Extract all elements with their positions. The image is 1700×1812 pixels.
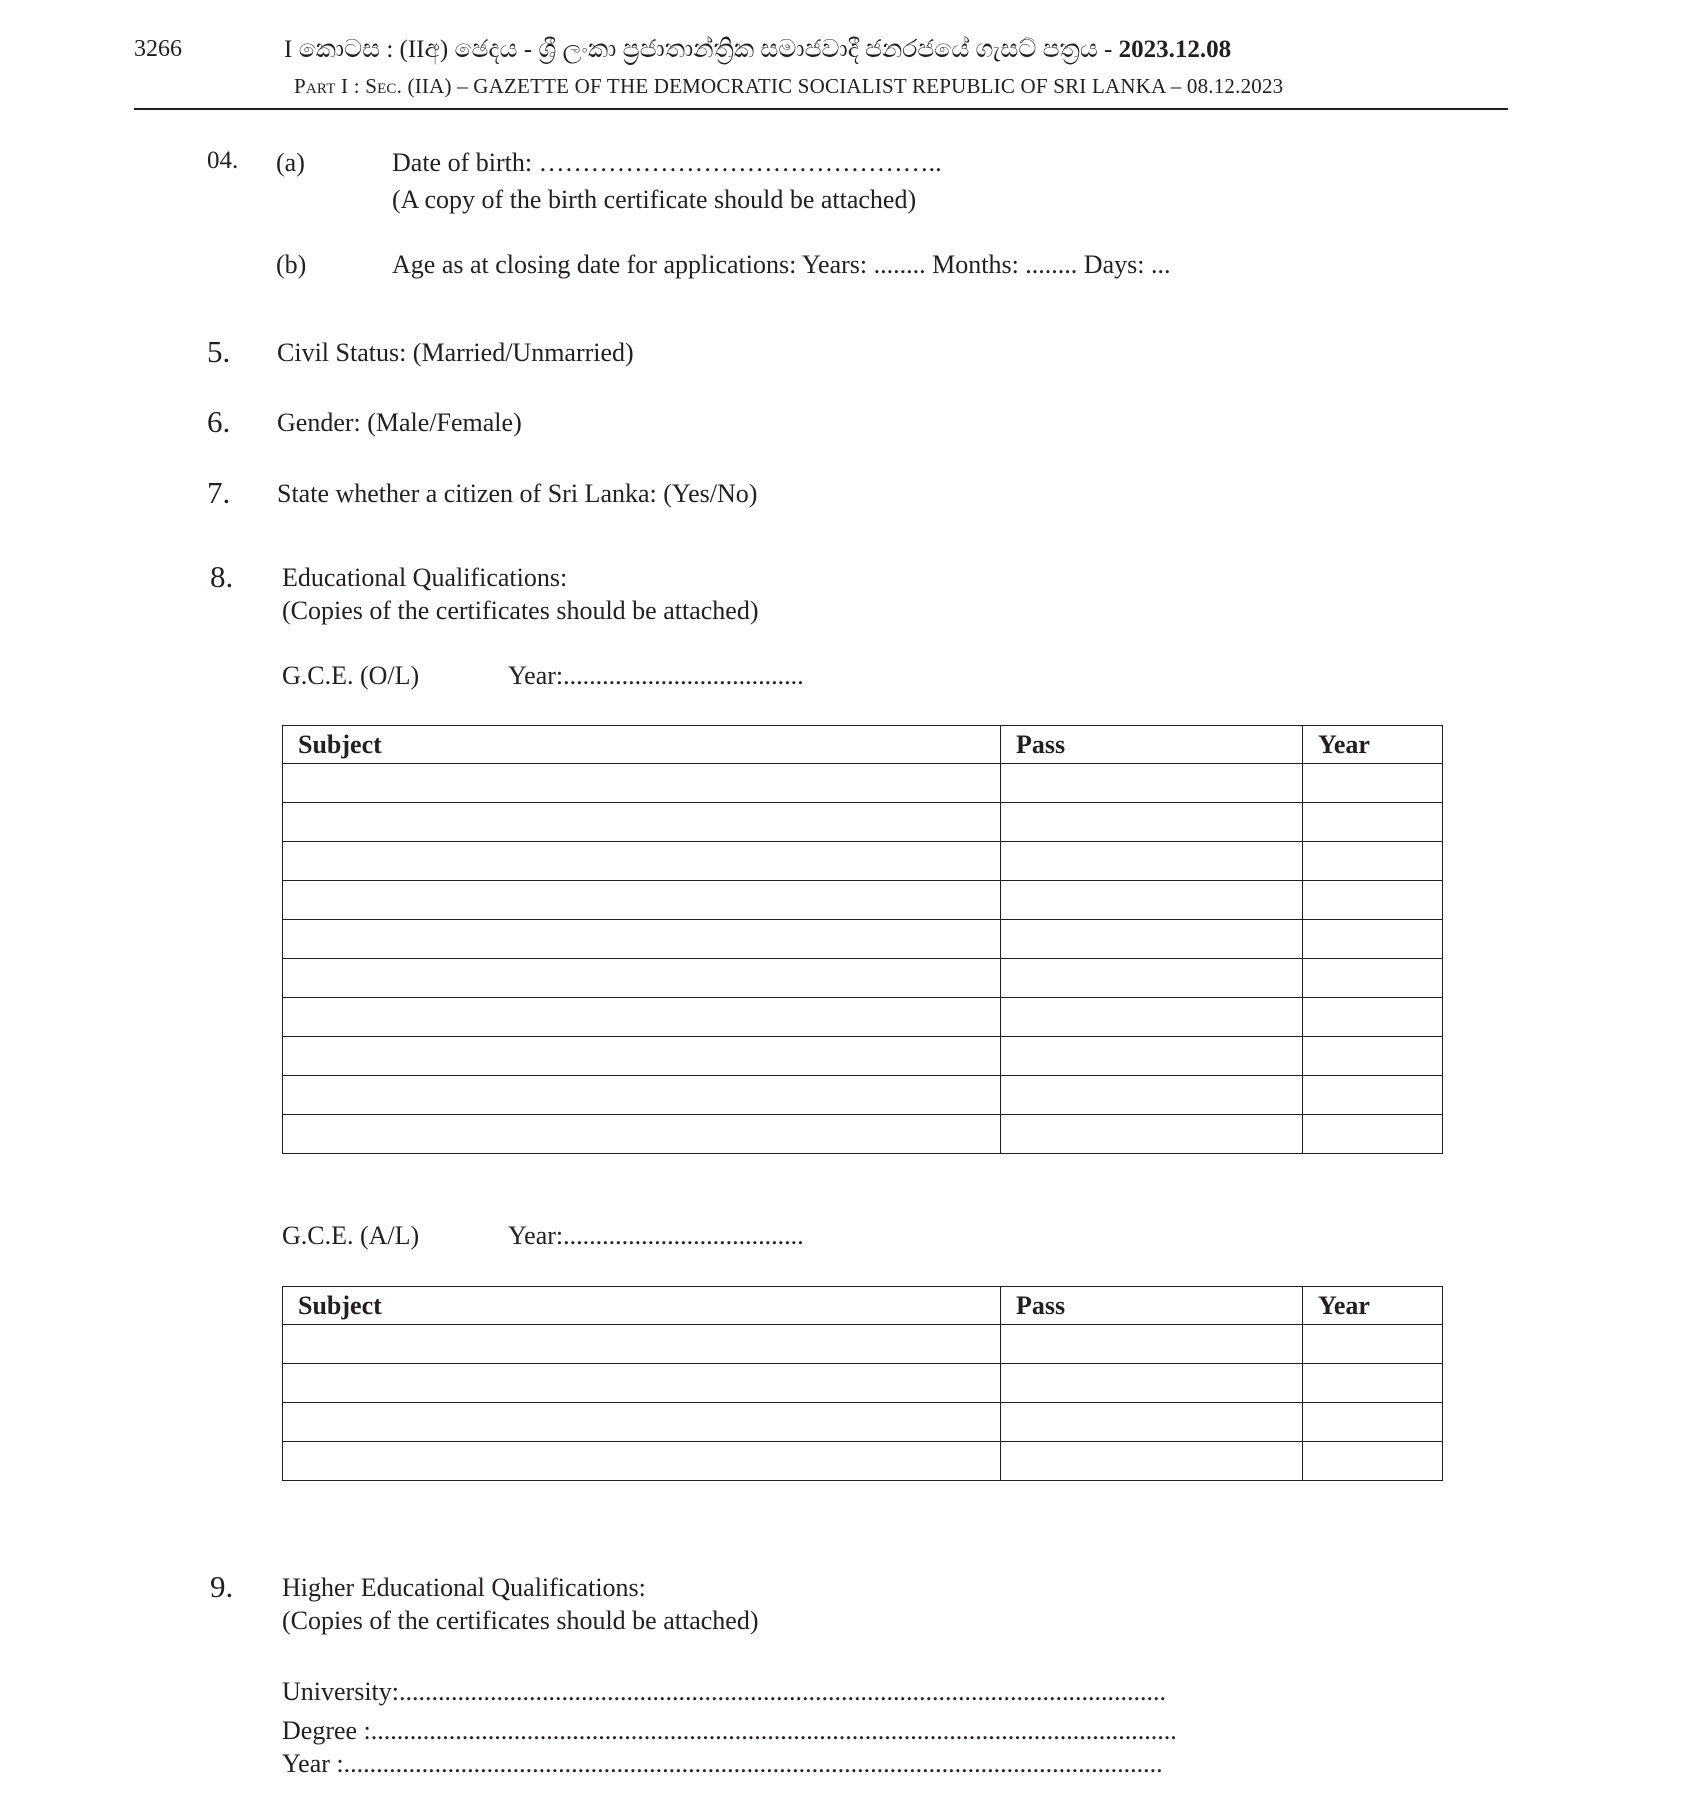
- subject-cell[interactable]: [283, 881, 1001, 920]
- table-row: [283, 959, 1443, 998]
- item-5-number: 5.: [207, 334, 231, 369]
- year-cell[interactable]: [1303, 959, 1443, 998]
- subject-cell[interactable]: [283, 1325, 1001, 1364]
- item-8-number: 8.: [210, 559, 234, 594]
- subject-cell[interactable]: [283, 1115, 1001, 1154]
- university-field[interactable]: University:......................................................................................................................: [282, 1677, 1166, 1706]
- gce-ol-label: G.C.E. (O/L): [282, 661, 420, 690]
- header-sinhala-title: [284, 36, 1231, 64]
- year-cell[interactable]: [1303, 1325, 1443, 1364]
- item-6-number: 6.: [207, 404, 231, 439]
- higher-certificates-note: (Copies of the certificates should be attached): [282, 1606, 759, 1635]
- year-cell[interactable]: [1303, 842, 1443, 881]
- subject-column-header: Subject: [283, 726, 1001, 764]
- date-of-birth-field[interactable]: Date of birth: ………………………………………..: [392, 148, 942, 177]
- pass-cell[interactable]: [1001, 1442, 1303, 1481]
- pass-cell[interactable]: [1001, 1364, 1303, 1403]
- item-9-number: 9.: [210, 1569, 234, 1604]
- header-english-title: [294, 74, 1283, 99]
- pass-cell[interactable]: [1001, 1325, 1303, 1364]
- subject-cell[interactable]: [283, 1364, 1001, 1403]
- civil-status-field[interactable]: Civil Status: (Married/Unmarried): [277, 338, 634, 367]
- gce-ol-year-field[interactable]: Year:.....................................: [508, 661, 804, 690]
- subject-cell[interactable]: [283, 959, 1001, 998]
- table-row: [283, 1037, 1443, 1076]
- item-4-number: 04.: [207, 147, 239, 174]
- table-row: [283, 1442, 1443, 1481]
- age-at-closing-date-field[interactable]: Age as at closing date for applications: Years: ........ Months: ........ Days: ...: [392, 250, 1171, 279]
- year-column-header: Year: [1303, 726, 1443, 764]
- gender-field[interactable]: Gender: (Male/Female): [277, 408, 522, 437]
- educational-qualifications-title: Educational Qualifications:: [282, 563, 568, 592]
- year-cell[interactable]: [1303, 920, 1443, 959]
- subject-cell[interactable]: [283, 1076, 1001, 1115]
- year-cell[interactable]: [1303, 1115, 1443, 1154]
- table-row: [283, 881, 1443, 920]
- pass-column-header: Pass: [1001, 1287, 1303, 1325]
- year-cell[interactable]: [1303, 803, 1443, 842]
- year-column-header: Year: [1303, 1287, 1443, 1325]
- english-title-text: (IIA) – GAZETTE OF THE DEMOCRATIC SOCIALIST REPUBLIC OF SRI LANKA – 08.12.2023: [407, 74, 1284, 98]
- higher-qualifications-title: Higher Educational Qualifications:: [282, 1573, 646, 1602]
- pass-cell[interactable]: [1001, 920, 1303, 959]
- year-cell[interactable]: [1303, 1037, 1443, 1076]
- item-7-number: 7.: [207, 475, 231, 510]
- educational-certificates-note: (Copies of the certificates should be attached): [282, 596, 759, 625]
- pass-cell[interactable]: [1001, 764, 1303, 803]
- subject-cell[interactable]: [283, 1442, 1001, 1481]
- pass-cell[interactable]: [1001, 1076, 1303, 1115]
- year-cell[interactable]: [1303, 1403, 1443, 1442]
- subject-cell[interactable]: [283, 998, 1001, 1037]
- pass-cell[interactable]: [1001, 1115, 1303, 1154]
- item-4a-label: (a): [276, 148, 305, 177]
- year-cell[interactable]: [1303, 1442, 1443, 1481]
- header-divider: [134, 108, 1508, 110]
- subject-cell[interactable]: [283, 1403, 1001, 1442]
- degree-field[interactable]: Degree :............................................................................................................................: [282, 1716, 1177, 1745]
- table-row: [283, 1325, 1443, 1364]
- table-row: [283, 1403, 1443, 1442]
- table-row: [283, 764, 1443, 803]
- gce-al-label: G.C.E. (A/L): [282, 1221, 420, 1250]
- pass-cell[interactable]: [1001, 1403, 1303, 1442]
- sinhala-title-text: I කොටස : (IIඅ) ඡෙදය - ශ්‍රී ලංකා ප්‍රජාතාන්ත්‍රික සමාජවාදී ජනරජයේ ගැසට් පත්‍රය -: [284, 36, 1113, 63]
- table-row: [283, 920, 1443, 959]
- year-cell[interactable]: [1303, 1076, 1443, 1115]
- table-header-row: [283, 1287, 1443, 1325]
- part-number: I :: [341, 74, 360, 98]
- citizenship-field[interactable]: State whether a citizen of Sri Lanka: (Yes/No): [277, 479, 758, 508]
- birth-certificate-note: (A copy of the birth certificate should be attached): [392, 185, 917, 214]
- table-row: [283, 1364, 1443, 1403]
- sec-label: Sec.: [365, 74, 403, 98]
- pass-cell[interactable]: [1001, 959, 1303, 998]
- table-row: [283, 1115, 1443, 1154]
- subject-cell[interactable]: [283, 1037, 1001, 1076]
- table-header-row: [283, 726, 1443, 764]
- table-row: [283, 998, 1443, 1037]
- gce-al-results-table: [282, 1286, 1443, 1481]
- table-row: [283, 803, 1443, 842]
- degree-year-field[interactable]: Year :..............................................................................................................................: [282, 1749, 1163, 1778]
- pass-column-header: Pass: [1001, 726, 1303, 764]
- year-cell[interactable]: [1303, 764, 1443, 803]
- year-cell[interactable]: [1303, 998, 1443, 1037]
- table-row: [283, 842, 1443, 881]
- subject-cell[interactable]: [283, 803, 1001, 842]
- year-cell[interactable]: [1303, 1364, 1443, 1403]
- pass-cell[interactable]: [1001, 842, 1303, 881]
- part-label: Part: [294, 74, 336, 98]
- year-cell[interactable]: [1303, 881, 1443, 920]
- subject-cell[interactable]: [283, 920, 1001, 959]
- pass-cell[interactable]: [1001, 998, 1303, 1037]
- sinhala-date: 2023.12.08: [1118, 36, 1232, 63]
- subject-column-header: Subject: [283, 1287, 1001, 1325]
- table-row: [283, 1076, 1443, 1115]
- gce-ol-results-table: [282, 725, 1443, 1154]
- pass-cell[interactable]: [1001, 1037, 1303, 1076]
- subject-cell[interactable]: [283, 764, 1001, 803]
- gce-al-year-field[interactable]: Year:.....................................: [508, 1221, 804, 1250]
- item-4b-label: (b): [276, 250, 307, 279]
- pass-cell[interactable]: [1001, 881, 1303, 920]
- subject-cell[interactable]: [283, 842, 1001, 881]
- page-number: 3266: [134, 36, 182, 62]
- pass-cell[interactable]: [1001, 803, 1303, 842]
